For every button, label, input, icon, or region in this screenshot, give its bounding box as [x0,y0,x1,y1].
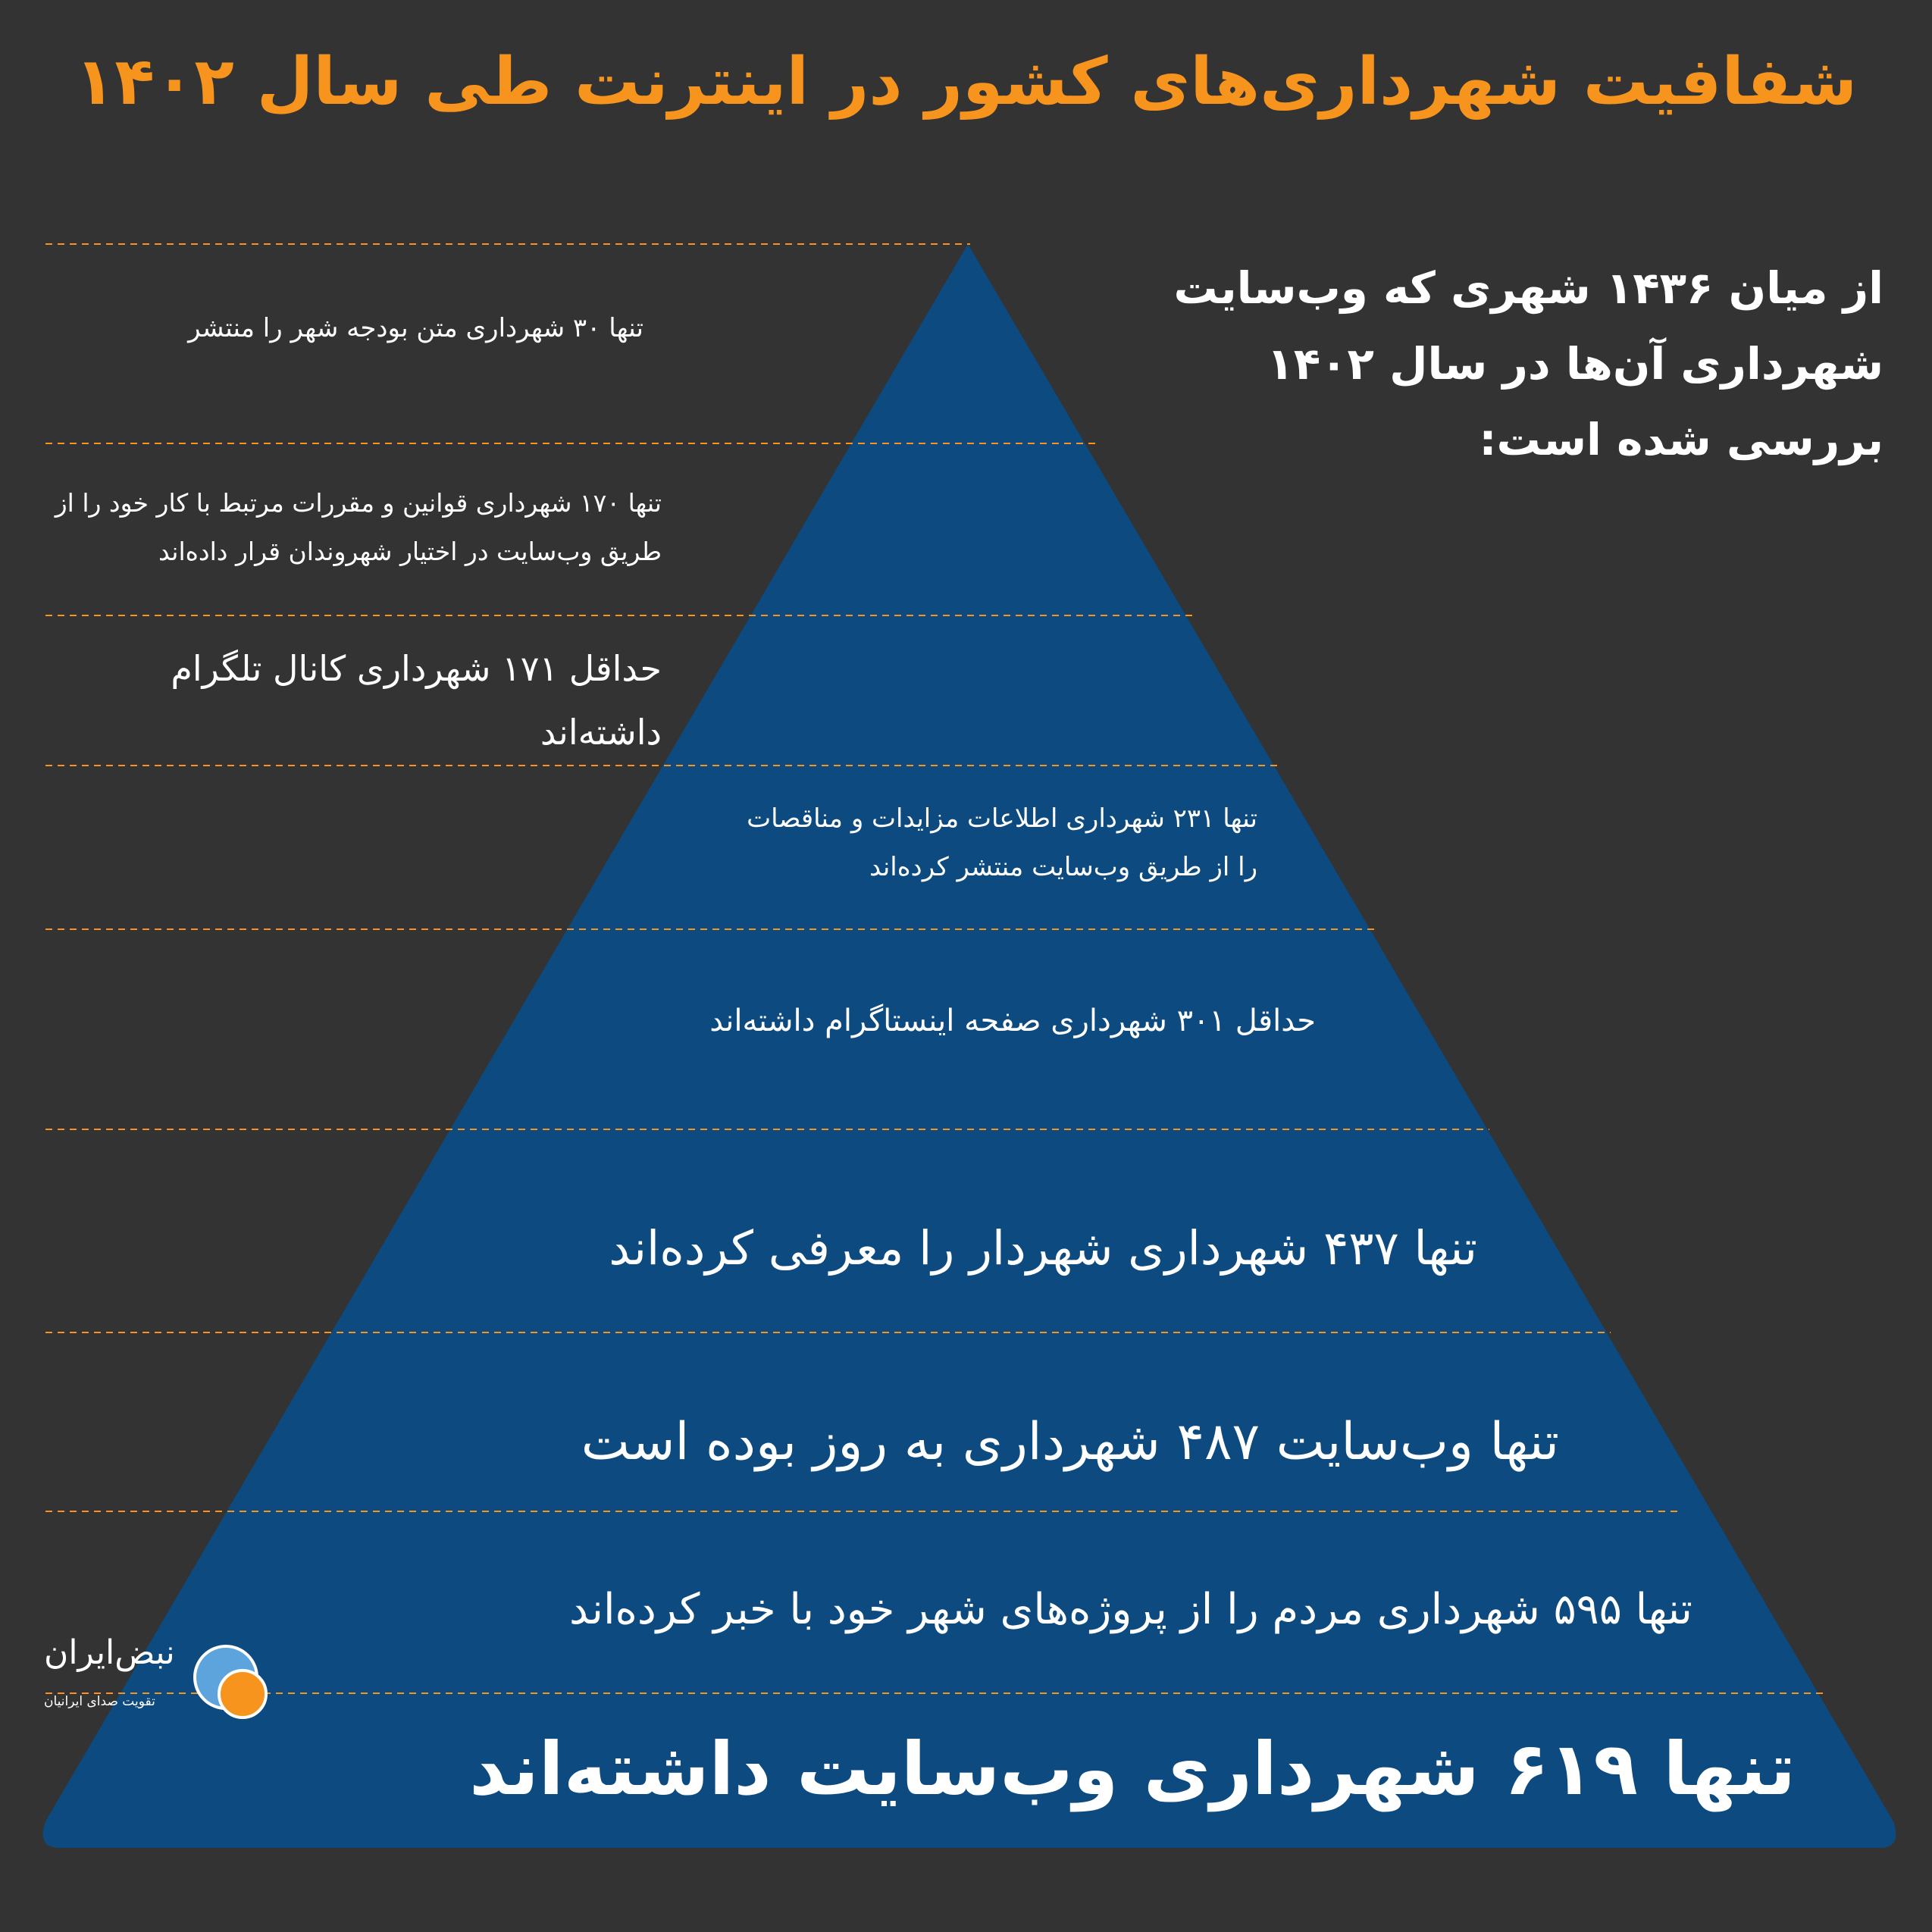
level-label-7: تنها وب‌سایت ۴۸۷ شهرداری به روز بوده است [581,1412,1559,1472]
logo-name: نبض‌ایران [44,1633,175,1672]
logo-tagline: تقویت صدای ایرانیان [44,1694,155,1709]
level-label-2: تنها ۱۷۰ شهرداری قوانین و مقررات مرتبط با کار خود را از طریق وب‌سایت در اختیار شهروندان قرار داده‌اند [55,488,662,566]
level-label-3: حداقل ۱۷۱ شهرداری کانال تلگرام داشته‌اند [171,648,662,753]
logo-orange-circle [218,1669,268,1719]
level-label-6: تنها ۴۳۷ شهرداری شهردار را معرفی کرده‌اند [609,1220,1477,1276]
level-label-1: تنها ۳۰ شهرداری متن بودجه شهر را منتشر [188,313,643,343]
level-label-4: تنها ۲۳۱ شهرداری اطلاعات مزایدات و مناقصات را از طریق وب‌سایت منتشر کرده‌اند [747,803,1257,882]
infographic-title: شفافیت شهرداری‌های کشور در اینترنت طی سال ۱۴۰۲ [74,44,1858,120]
level-label-9: تنها ۶۱۹ شهرداری وب‌سایت داشته‌اند [469,1727,1796,1811]
level-label-5: حداقل ۳۰۱ شهرداری صفحه اینستاگرام داشته‌اند [709,1004,1316,1038]
level-label-8: تنها ۵۹۵ شهرداری مردم را از پروژه‌های شهر خود با خبر کرده‌اند [568,1585,1692,1634]
intro-text: از میان ۱۴۳۶ شهری که وب‌سایت شهرداری آن‌ها در سال ۱۴۰۲ بررسی شده است: [1173,262,1883,465]
